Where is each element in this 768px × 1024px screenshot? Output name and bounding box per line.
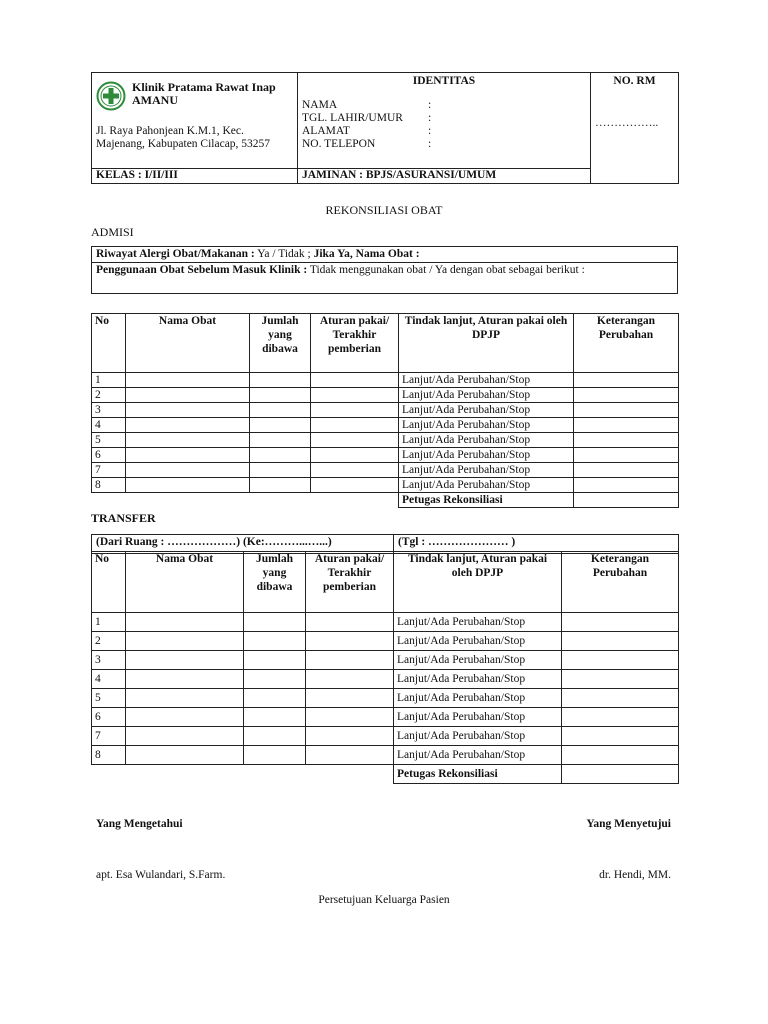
identity-field-colon[interactable]: : (428, 112, 432, 124)
admisi-table-row (92, 418, 679, 433)
followup-cell[interactable]: Lanjut/Ada Perubahan/Stop (394, 689, 562, 708)
change-note-cell[interactable] (562, 689, 679, 708)
petugas-blank-cell (126, 493, 250, 508)
transfer-label: TRANSFER (91, 511, 156, 525)
allergy-label: Riwayat Alergi Obat/Makanan : (96, 248, 255, 260)
family-approval-label: Persetujuan Keluarga Pasien (318, 894, 450, 906)
transfer-room-field[interactable]: (Dari Ruang : ………………) (Ke:………...…...) (92, 535, 394, 554)
admisi-col-header: Keterangan Perubahan (574, 314, 679, 373)
usage-row[interactable] (92, 263, 678, 294)
rm-cell (591, 73, 679, 184)
quantity-cell[interactable] (244, 727, 306, 746)
quantity-cell[interactable] (250, 403, 311, 418)
right-signature-label: Yang Menyetujui (586, 818, 671, 830)
jaminan-field[interactable]: JAMINAN : BPJS/ASURANSI/UMUM (298, 169, 591, 184)
identity-field-label: NAMA (302, 99, 338, 111)
identity-field-colon[interactable]: : (428, 125, 432, 137)
identity-field-label: ALAMAT (302, 125, 350, 137)
allergy-table (91, 246, 678, 294)
usage-label: Penggunaan Obat Sebelum Masuk Klinik : (96, 264, 308, 276)
transfer-petugas-row (92, 765, 679, 784)
quantity-cell[interactable] (244, 746, 306, 765)
drug-name-cell[interactable] (126, 670, 244, 689)
dosage-rule-cell[interactable] (306, 670, 394, 689)
drug-name-cell[interactable] (126, 418, 250, 433)
petugas-blank-cell (244, 765, 306, 784)
transfer-table-row (92, 746, 679, 765)
change-note-cell[interactable] (574, 463, 679, 478)
allergy-options: Ya / Tidak ; (254, 248, 314, 260)
admisi-table-row (92, 463, 679, 478)
quantity-cell[interactable] (244, 708, 306, 727)
row-number: 7 (92, 727, 126, 746)
row-number: 5 (92, 689, 126, 708)
transfer-col-header: Aturan pakai/ Terakhir pemberian (306, 552, 394, 613)
dosage-rule-cell[interactable] (306, 727, 394, 746)
petugas-blank-cell (250, 493, 311, 508)
petugas-signature-cell[interactable] (562, 765, 679, 784)
dosage-rule-cell[interactable] (306, 689, 394, 708)
admisi-col-header: Aturan pakai/ Terakhir pemberian (311, 314, 399, 373)
change-note-cell[interactable] (562, 708, 679, 727)
quantity-cell[interactable] (244, 632, 306, 651)
identitas-cell (298, 73, 591, 169)
row-number: 2 (92, 632, 126, 651)
transfer-table-row (92, 727, 679, 746)
row-number: 4 (92, 670, 126, 689)
drug-name-cell[interactable] (126, 651, 244, 670)
transfer-col-header: Tindak lanjut, Aturan pakai oleh DPJP (394, 552, 562, 613)
dosage-rule-cell[interactable] (306, 746, 394, 765)
admisi-table (91, 313, 679, 508)
drug-name-cell[interactable] (126, 632, 244, 651)
row-number: 6 (92, 448, 126, 463)
drug-name-cell[interactable] (126, 689, 244, 708)
usage-options: Tidak menggunakan obat / Ya dengan obat sebagai berikut : (307, 264, 585, 276)
followup-cell[interactable]: Lanjut/Ada Perubahan/Stop (399, 418, 574, 433)
petugas-label: Petugas Rekonsiliasi (399, 493, 574, 508)
drug-name-cell[interactable] (126, 373, 250, 388)
row-number: 6 (92, 708, 126, 727)
change-note-cell[interactable] (562, 727, 679, 746)
transfer-header-row (92, 552, 679, 613)
transfer-table-row (92, 632, 679, 651)
admisi-table-row (92, 433, 679, 448)
row-number: 3 (92, 403, 126, 418)
followup-cell[interactable]: Lanjut/Ada Perubahan/Stop (394, 651, 562, 670)
change-note-cell[interactable] (574, 373, 679, 388)
right-signatory-name: dr. Hendi, MM. (599, 869, 671, 881)
dosage-rule-cell[interactable] (306, 632, 394, 651)
transfer-col-header: Keterangan Perubahan (562, 552, 679, 613)
admisi-col-header: Jumlah yang dibawa (250, 314, 311, 373)
kelas-field[interactable]: KELAS : I/II/III (92, 169, 298, 184)
identity-field-colon[interactable]: : (428, 99, 432, 111)
quantity-cell[interactable] (244, 670, 306, 689)
allergy-drug-label: Jika Ya, Nama Obat : (313, 248, 420, 260)
followup-cell[interactable]: Lanjut/Ada Perubahan/Stop (394, 632, 562, 651)
change-note-cell[interactable] (562, 670, 679, 689)
dosage-rule-cell[interactable] (306, 708, 394, 727)
transfer-table-row (92, 708, 679, 727)
petugas-blank-cell (92, 765, 126, 784)
quantity-cell[interactable] (244, 689, 306, 708)
row-number: 2 (92, 388, 126, 403)
followup-cell[interactable]: Lanjut/Ada Perubahan/Stop (399, 433, 574, 448)
identity-field-colon[interactable]: : (428, 138, 432, 150)
dosage-rule-cell[interactable] (311, 373, 399, 388)
clinic-name: Klinik Pratama Rawat Inap AMANU (132, 80, 276, 107)
petugas-blank-cell (306, 765, 394, 784)
followup-cell[interactable]: Lanjut/Ada Perubahan/Stop (399, 478, 574, 493)
row-number: 8 (92, 478, 126, 493)
row-number: 3 (92, 651, 126, 670)
dosage-rule-cell[interactable] (306, 651, 394, 670)
clinic-logo-icon (96, 81, 126, 111)
change-note-cell[interactable] (574, 448, 679, 463)
change-note-cell[interactable] (574, 478, 679, 493)
petugas-blank-cell (126, 765, 244, 784)
transfer-date-field[interactable]: (Tgl : ………………… ) (394, 535, 679, 554)
row-number: 8 (92, 746, 126, 765)
admisi-col-header: Nama Obat (126, 314, 250, 373)
followup-cell[interactable]: Lanjut/Ada Perubahan/Stop (394, 708, 562, 727)
change-note-cell[interactable] (574, 403, 679, 418)
identitas-title: IDENTITAS (412, 75, 476, 87)
followup-cell[interactable]: Lanjut/Ada Perubahan/Stop (399, 448, 574, 463)
transfer-table-row (92, 670, 679, 689)
followup-cell[interactable]: Lanjut/Ada Perubahan/Stop (399, 388, 574, 403)
drug-name-cell[interactable] (126, 403, 250, 418)
change-note-cell[interactable] (562, 651, 679, 670)
followup-cell[interactable]: Lanjut/Ada Perubahan/Stop (399, 373, 574, 388)
row-number: 4 (92, 418, 126, 433)
admisi-table-row (92, 388, 679, 403)
petugas-blank-cell (92, 493, 126, 508)
admisi-col-header: No (92, 314, 126, 373)
admisi-label: ADMISI (91, 225, 134, 239)
row-number: 1 (92, 613, 126, 632)
transfer-table-row (92, 689, 679, 708)
admisi-table-row (92, 403, 679, 418)
admisi-petugas-row (92, 493, 679, 508)
dosage-rule-cell[interactable] (311, 388, 399, 403)
quantity-cell[interactable] (250, 418, 311, 433)
followup-cell[interactable]: Lanjut/Ada Perubahan/Stop (399, 403, 574, 418)
change-note-cell[interactable] (562, 632, 679, 651)
followup-cell[interactable]: Lanjut/Ada Perubahan/Stop (394, 746, 562, 765)
form-title: REKONSILIASI OBAT (325, 203, 443, 217)
row-number: 5 (92, 433, 126, 448)
quantity-cell[interactable] (244, 613, 306, 632)
quantity-cell[interactable] (250, 373, 311, 388)
drug-name-cell[interactable] (126, 433, 250, 448)
quantity-cell[interactable] (250, 463, 311, 478)
petugas-blank-cell (311, 493, 399, 508)
transfer-table-row (92, 613, 679, 632)
change-note-cell[interactable] (574, 433, 679, 448)
drug-name-cell[interactable] (126, 613, 244, 632)
clinic-cell (92, 73, 298, 169)
header-table (91, 72, 679, 184)
drug-name-cell[interactable] (126, 746, 244, 765)
dosage-rule-cell[interactable] (311, 418, 399, 433)
rm-title: NO. RM (613, 75, 656, 87)
drug-name-cell[interactable] (126, 463, 250, 478)
change-note-cell[interactable] (562, 613, 679, 632)
transfer-table-row (92, 651, 679, 670)
petugas-signature-cell[interactable] (574, 493, 679, 508)
identity-fields (302, 99, 586, 151)
quantity-cell[interactable] (250, 478, 311, 493)
row-number: 7 (92, 463, 126, 478)
drug-name-cell[interactable] (126, 478, 250, 493)
quantity-cell[interactable] (244, 651, 306, 670)
left-signature-label: Yang Mengetahui (96, 818, 183, 830)
petugas-label: Petugas Rekonsiliasi (394, 765, 562, 784)
followup-cell[interactable]: Lanjut/Ada Perubahan/Stop (394, 613, 562, 632)
transfer-table (91, 551, 679, 784)
quantity-cell[interactable] (250, 433, 311, 448)
followup-cell[interactable]: Lanjut/Ada Perubahan/Stop (394, 670, 562, 689)
transfer-col-header: No (92, 552, 126, 613)
left-signatory-name: apt. Esa Wulandari, S.Farm. (96, 869, 226, 881)
admisi-table-row (92, 448, 679, 463)
quantity-cell[interactable] (250, 388, 311, 403)
change-note-cell[interactable] (574, 418, 679, 433)
identity-field-label: TGL. LAHIR/UMUR (302, 112, 403, 124)
transfer-col-header: Nama Obat (126, 552, 244, 613)
transfer-col-header: Jumlah yang dibawa (244, 552, 306, 613)
drug-name-cell[interactable] (126, 727, 244, 746)
identity-field-label: NO. TELEPON (302, 138, 376, 150)
drug-name-cell[interactable] (126, 708, 244, 727)
dosage-rule-cell[interactable] (311, 403, 399, 418)
change-note-cell[interactable] (562, 746, 679, 765)
dosage-rule-cell[interactable] (311, 463, 399, 478)
admisi-header-row (92, 314, 679, 373)
drug-name-cell[interactable] (126, 388, 250, 403)
row-number: 1 (92, 373, 126, 388)
followup-cell[interactable]: Lanjut/Ada Perubahan/Stop (399, 463, 574, 478)
admisi-table-row (92, 373, 679, 388)
followup-cell[interactable]: Lanjut/Ada Perubahan/Stop (394, 727, 562, 746)
dosage-rule-cell[interactable] (311, 433, 399, 448)
rm-value[interactable]: …………….. (595, 117, 659, 129)
admisi-table-row (92, 478, 679, 493)
quantity-cell[interactable] (250, 448, 311, 463)
dosage-rule-cell[interactable] (311, 448, 399, 463)
allergy-row[interactable] (92, 247, 678, 263)
dosage-rule-cell[interactable] (311, 478, 399, 493)
clinic-address: Jl. Raya Pahonjean K.M.1, Kec. Majenang, Kabupaten Cilacap, 53257 (96, 125, 271, 150)
change-note-cell[interactable] (574, 388, 679, 403)
drug-name-cell[interactable] (126, 448, 250, 463)
admisi-col-header: Tindak lanjut, Aturan pakai oleh DPJP (399, 314, 574, 373)
dosage-rule-cell[interactable] (306, 613, 394, 632)
